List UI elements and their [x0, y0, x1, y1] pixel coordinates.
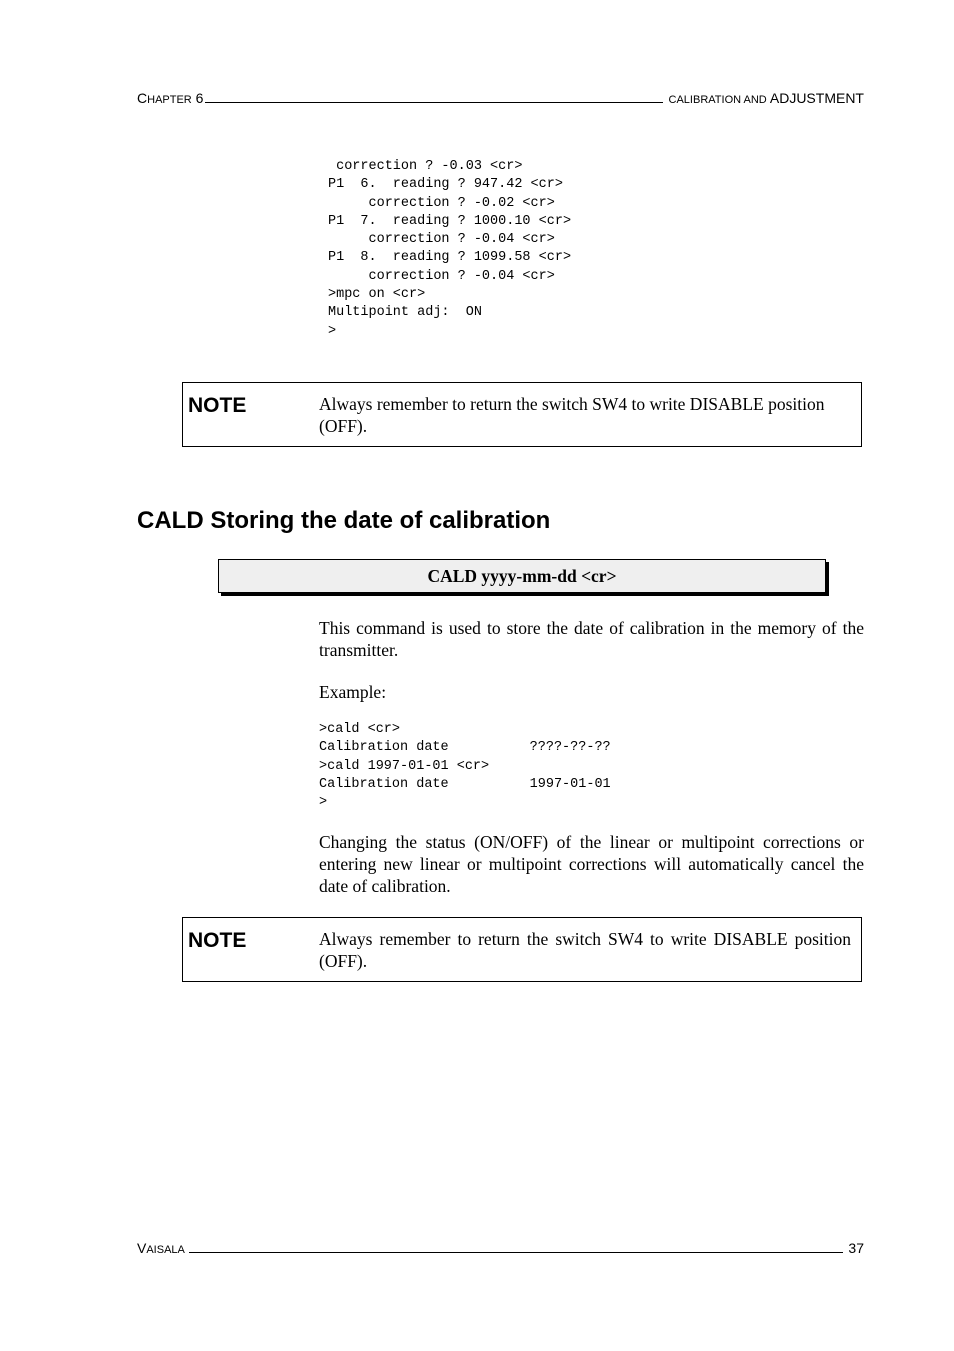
note-text: Always remember to return the switch SW4 to write DISABLE position (OFF).	[319, 929, 851, 971]
page-header	[137, 90, 864, 106]
page-number: 37	[848, 1240, 864, 1256]
footer-rule	[189, 1252, 844, 1253]
status-change-paragraph: Changing the status (ON/OFF) of the linear or multipoint corrections or entering new linear or multipoint corrections will automatically cancel the date of calibration.	[319, 832, 864, 896]
note-label: NOTE	[188, 394, 247, 417]
example-label: Example:	[319, 682, 387, 702]
section-title: CALD Storing the date of calibration	[137, 507, 551, 534]
command-description: This command is used to store the date of calibration in the memory of the transmitter.	[319, 618, 864, 660]
page-footer	[137, 1240, 864, 1256]
header-rule	[205, 102, 662, 103]
chapter-label: CHAPTER 6	[137, 90, 204, 106]
note-box-1	[182, 382, 862, 447]
note-text: Always remember to return the switch SW4 to write DISABLE position (OFF).	[319, 394, 825, 436]
terminal-code-block-2: >cald <cr> Calibration date ????-??-?? >cald 1997-01-01 <cr> Calibration date 1997-01-01 >	[319, 722, 611, 811]
note-box-2	[182, 917, 862, 982]
section-label: CALIBRATION AND ADJUSTMENT	[668, 90, 864, 106]
terminal-code-block-1: correction ? -0.03 <cr> P1 6. reading ? 947.42 <cr> correction ? -0.02 <cr> P1 7. reading ? 1000.10 <cr> correction ? -0.04 <cr> P1 8. reading ? 1099.58 <cr> correction ? -0.04 <cr> >mpc on <cr> Multipoint adj: ON >	[328, 159, 572, 339]
brand-label: VAISALA	[137, 1240, 185, 1256]
note-label: NOTE	[188, 929, 247, 952]
command-syntax-box: CALD yyyy-mm-dd <cr>	[218, 559, 826, 593]
